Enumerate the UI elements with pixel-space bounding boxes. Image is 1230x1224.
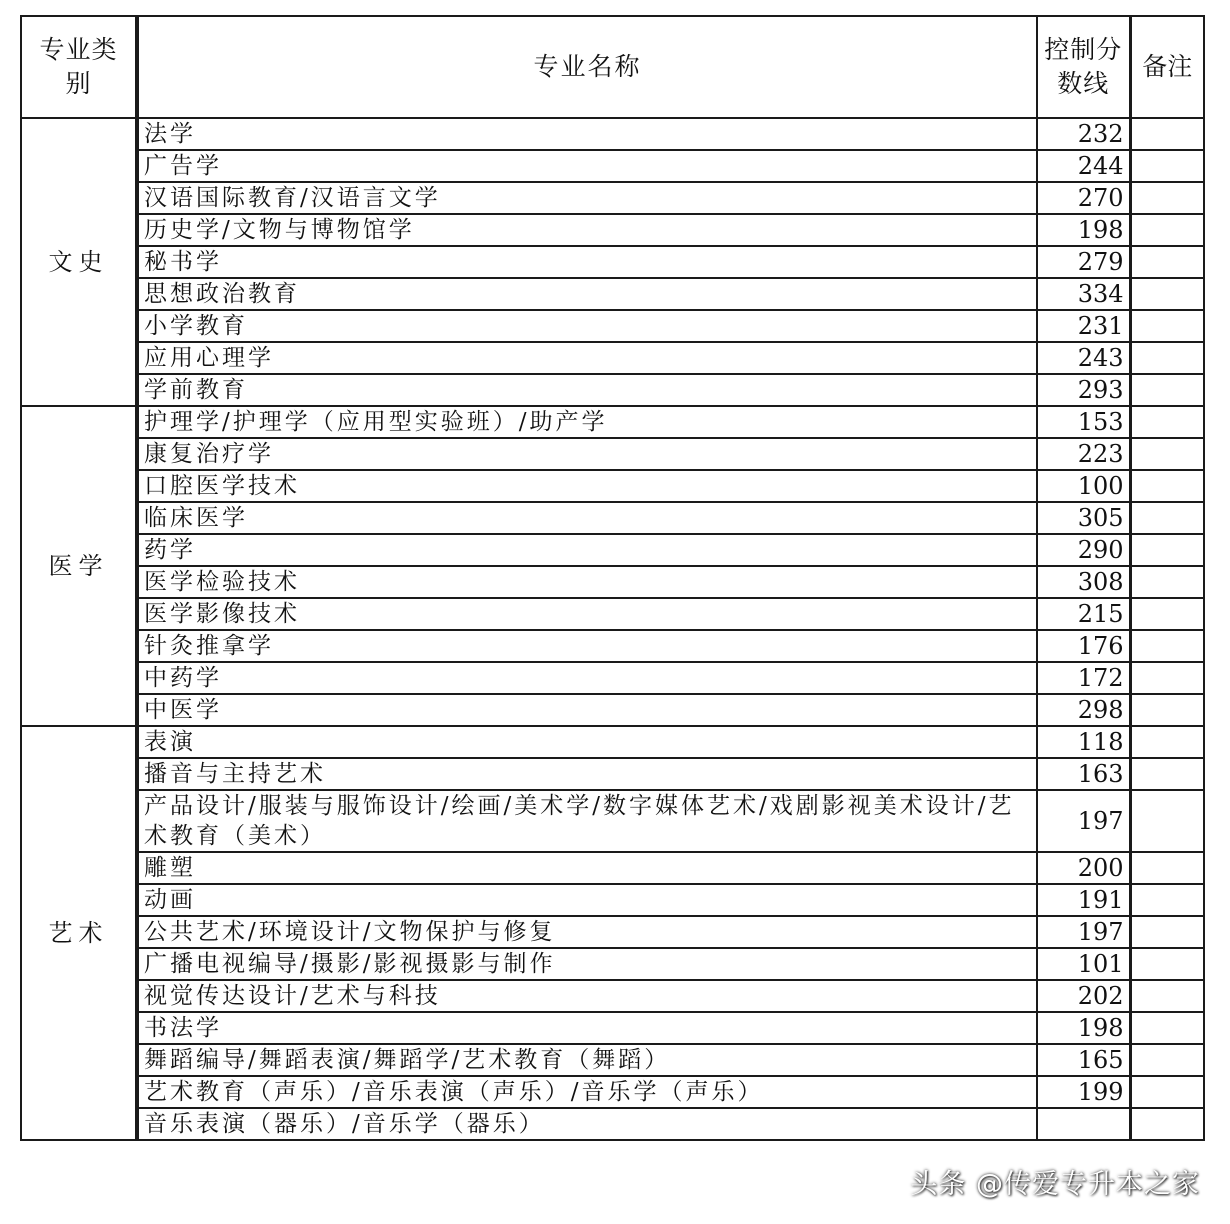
major-name-cell: 视觉传达设计/艺术与科技: [137, 980, 1037, 1012]
note-cell: [1130, 566, 1204, 598]
score-cell: 165: [1037, 1044, 1130, 1076]
note-cell: [1130, 438, 1204, 470]
major-name-cell: 医学影像技术: [137, 598, 1037, 630]
category-cell: 文史: [21, 118, 137, 406]
note-cell: [1130, 150, 1204, 182]
table-row: [21, 916, 1204, 948]
score-cell: 191: [1037, 884, 1130, 916]
table-row: [21, 182, 1204, 214]
table-row: [21, 118, 1204, 150]
note-cell: [1130, 758, 1204, 790]
note-cell: [1130, 726, 1204, 758]
major-name-cell: 雕塑: [137, 852, 1037, 884]
score-cell: 172: [1037, 662, 1130, 694]
major-name-cell: 表演: [137, 726, 1037, 758]
table-row: [21, 310, 1204, 342]
table-row: [21, 470, 1204, 502]
major-name-cell: 产品设计/服装与服饰设计/绘画/美术学/数字媒体艺术/戏剧影视美术设计/艺术教育（美术）: [137, 790, 1037, 852]
table-row: [21, 598, 1204, 630]
note-cell: [1130, 662, 1204, 694]
table-row: [21, 534, 1204, 566]
score-cell: 199: [1037, 1076, 1130, 1108]
note-cell: [1130, 278, 1204, 310]
score-cell: 200: [1037, 852, 1130, 884]
score-cell: 290: [1037, 534, 1130, 566]
header-row: [21, 16, 1204, 118]
note-cell: [1130, 182, 1204, 214]
note-cell: [1130, 948, 1204, 980]
table-body: [21, 118, 1204, 1140]
note-cell: [1130, 214, 1204, 246]
note-cell: [1130, 598, 1204, 630]
table-row: [21, 1076, 1204, 1108]
major-name-cell: 广播电视编导/摄影/影视摄影与制作: [137, 948, 1037, 980]
major-name-cell: 学前教育: [137, 374, 1037, 406]
major-name-cell: 艺术教育（声乐）/音乐表演（声乐）/音乐学（声乐）: [137, 1076, 1037, 1108]
score-cell: 197: [1037, 790, 1130, 852]
note-cell: [1130, 980, 1204, 1012]
score-cell: 101: [1037, 948, 1130, 980]
table-row: [21, 374, 1204, 406]
score-table: [20, 15, 1205, 1141]
table-row: [21, 630, 1204, 662]
score-cell: 223: [1037, 438, 1130, 470]
score-cell: 153: [1037, 406, 1130, 438]
major-name-cell: 思想政治教育: [137, 278, 1037, 310]
major-name-cell: 应用心理学: [137, 342, 1037, 374]
score-cell: 231: [1037, 310, 1130, 342]
major-name-cell: 针灸推拿学: [137, 630, 1037, 662]
score-cell: 198: [1037, 214, 1130, 246]
major-name-cell: 播音与主持艺术: [137, 758, 1037, 790]
major-name-cell: 动画: [137, 884, 1037, 916]
note-cell: [1130, 1044, 1204, 1076]
major-name-cell: 广告学: [137, 150, 1037, 182]
table-row: [21, 278, 1204, 310]
note-cell: [1130, 118, 1204, 150]
score-cell: 163: [1037, 758, 1130, 790]
note-cell: [1130, 502, 1204, 534]
table-row: [21, 502, 1204, 534]
major-name-cell: 法学: [137, 118, 1037, 150]
table-row: [21, 726, 1204, 758]
table-row: [21, 852, 1204, 884]
table-row: [21, 1044, 1204, 1076]
score-cell: 308: [1037, 566, 1130, 598]
score-cell: [1037, 1108, 1130, 1140]
watermark-text: 头条 @传爱专升本之家: [910, 1169, 1200, 1200]
table-row: [21, 246, 1204, 278]
score-cell: 243: [1037, 342, 1130, 374]
header-note: 备注: [1130, 16, 1204, 118]
major-name-cell: 临床医学: [137, 502, 1037, 534]
category-cell: 艺术: [21, 726, 137, 1140]
major-name-cell: 音乐表演（器乐）/音乐学（器乐）: [137, 1108, 1037, 1140]
table-row: [21, 566, 1204, 598]
note-cell: [1130, 310, 1204, 342]
major-name-cell: 医学检验技术: [137, 566, 1037, 598]
note-cell: [1130, 534, 1204, 566]
header-category: 专业类别: [21, 16, 137, 118]
note-cell: [1130, 852, 1204, 884]
note-cell: [1130, 1076, 1204, 1108]
table-row: [21, 662, 1204, 694]
header-name: 专业名称: [137, 16, 1037, 118]
note-cell: [1130, 630, 1204, 662]
note-cell: [1130, 1108, 1204, 1140]
table-row: [21, 214, 1204, 246]
note-cell: [1130, 406, 1204, 438]
note-cell: [1130, 246, 1204, 278]
major-name-cell: 历史学/文物与博物馆学: [137, 214, 1037, 246]
score-cell: 298: [1037, 694, 1130, 726]
table-row: [21, 1108, 1204, 1140]
table-row: [21, 694, 1204, 726]
table-row: [21, 790, 1204, 852]
table-row: [21, 758, 1204, 790]
score-cell: 215: [1037, 598, 1130, 630]
note-cell: [1130, 884, 1204, 916]
score-cell: 118: [1037, 726, 1130, 758]
note-cell: [1130, 470, 1204, 502]
score-cell: 202: [1037, 980, 1130, 1012]
table-row: [21, 948, 1204, 980]
major-name-cell: 公共艺术/环境设计/文物保护与修复: [137, 916, 1037, 948]
note-cell: [1130, 790, 1204, 852]
score-cell: 232: [1037, 118, 1130, 150]
major-name-cell: 中医学: [137, 694, 1037, 726]
table-row: [21, 980, 1204, 1012]
major-name-cell: 药学: [137, 534, 1037, 566]
score-cell: 293: [1037, 374, 1130, 406]
score-cell: 270: [1037, 182, 1130, 214]
score-cell: 197: [1037, 916, 1130, 948]
table-row: [21, 1012, 1204, 1044]
note-cell: [1130, 342, 1204, 374]
score-cell: 176: [1037, 630, 1130, 662]
table-row: [21, 342, 1204, 374]
score-cell: 305: [1037, 502, 1130, 534]
major-name-cell: 舞蹈编导/舞蹈表演/舞蹈学/艺术教育（舞蹈）: [137, 1044, 1037, 1076]
major-name-cell: 书法学: [137, 1012, 1037, 1044]
header-score: 控制分数线: [1037, 16, 1130, 118]
note-cell: [1130, 694, 1204, 726]
table-row: [21, 406, 1204, 438]
score-cell: 100: [1037, 470, 1130, 502]
major-name-cell: 口腔医学技术: [137, 470, 1037, 502]
score-cell: 244: [1037, 150, 1130, 182]
major-name-cell: 小学教育: [137, 310, 1037, 342]
category-cell: 医学: [21, 406, 137, 726]
score-cell: 198: [1037, 1012, 1130, 1044]
table-row: [21, 150, 1204, 182]
note-cell: [1130, 1012, 1204, 1044]
note-cell: [1130, 916, 1204, 948]
table-row: [21, 438, 1204, 470]
score-cell: 279: [1037, 246, 1130, 278]
major-name-cell: 康复治疗学: [137, 438, 1037, 470]
major-name-cell: 秘书学: [137, 246, 1037, 278]
table-row: [21, 884, 1204, 916]
major-name-cell: 汉语国际教育/汉语言文学: [137, 182, 1037, 214]
note-cell: [1130, 374, 1204, 406]
major-name-cell: 中药学: [137, 662, 1037, 694]
score-cell: 334: [1037, 278, 1130, 310]
major-name-cell: 护理学/护理学（应用型实验班）/助产学: [137, 406, 1037, 438]
